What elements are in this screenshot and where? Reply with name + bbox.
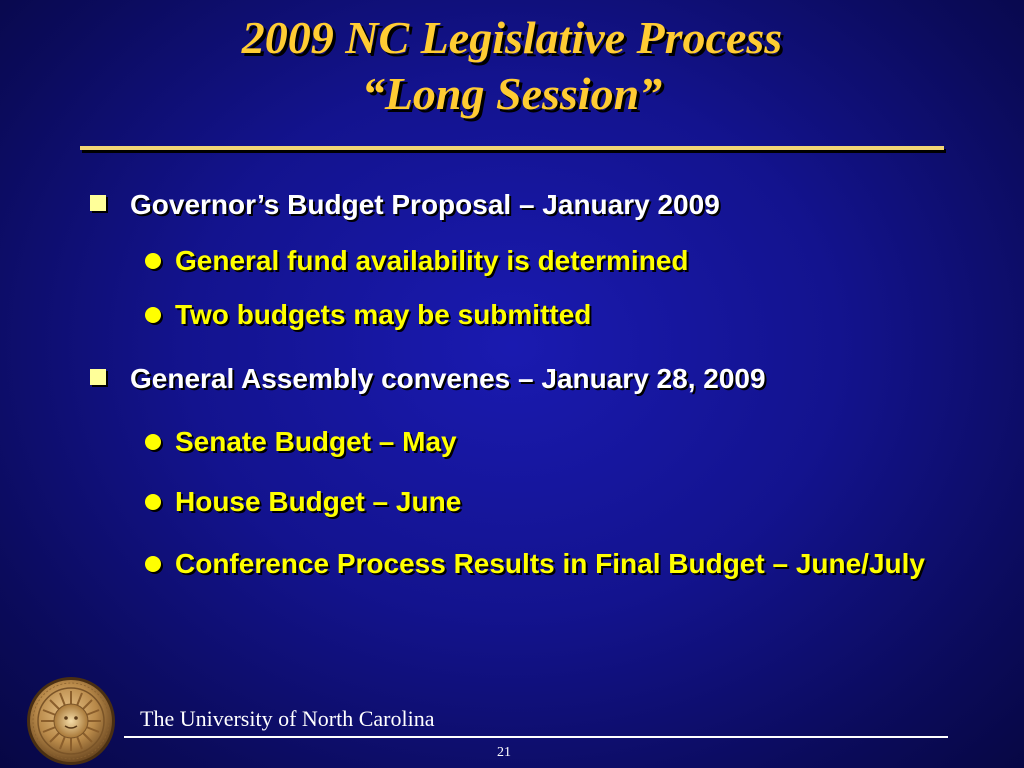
footer-divider [124,736,948,738]
sub-bullet-text: Two budgets may be submitted [175,299,592,330]
title-line-2: “Long Session” [361,68,663,119]
square-bullet-icon [90,195,106,211]
title-line-1: 2009 NC Legislative Process [241,12,783,63]
round-bullet-icon [145,434,161,450]
square-bullet-icon [90,369,106,385]
round-bullet-icon [145,494,161,510]
sub-bullet-text: Senate Budget – May [175,426,457,457]
page-number: 21 [497,745,511,760]
university-seal-icon [26,676,116,766]
bullet-text: Governor’s Budget Proposal – January 2009 [130,189,720,220]
sub-bullet-text: Conference Process Results in Final Budget – June/July [175,548,925,579]
round-bullet-icon [145,556,161,572]
sub-bullet-text: House Budget – June [175,486,462,517]
round-bullet-icon [145,253,161,269]
sub-bullet-text: General fund availability is determined [175,245,689,276]
round-bullet-icon [145,307,161,323]
footer-institution: The University of North Carolina [140,706,435,731]
bullet-text: General Assembly convenes – January 28, 2009 [130,363,766,394]
